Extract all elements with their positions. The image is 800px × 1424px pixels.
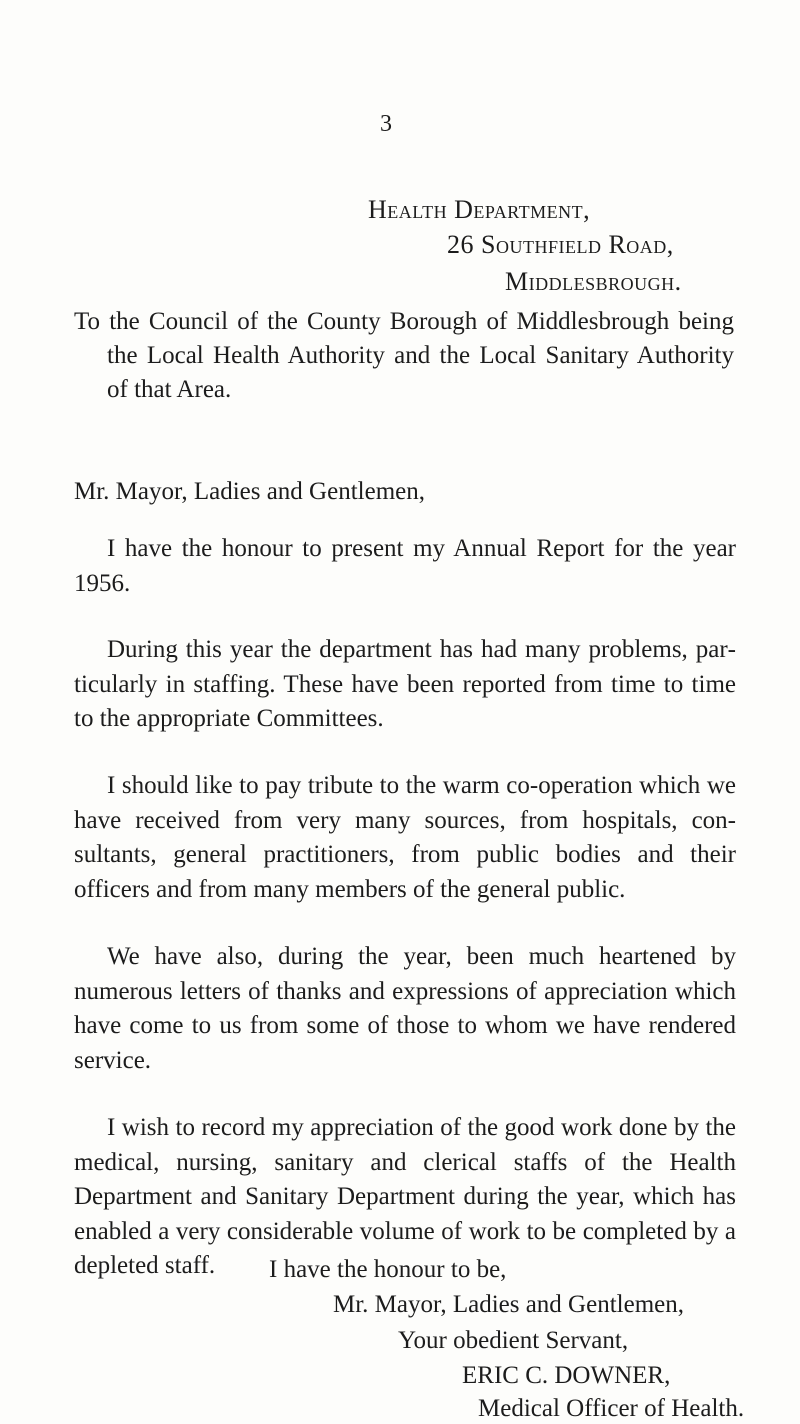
paragraph-4: We have also, during the year, been much heartened by numerous letters of thanks and expressions of appreciation which have come to us from some of those to whom we have rendered service. [74,943,736,1074]
paragraph-5: I wish to record my appreciation of the good work done by the medical, nursing, sanitary and clerical staffs of the Health Department and Sanitary Department during the year, which has enabled a very considerable volume of work to be completed by a depleted staff. [74,1114,736,1279]
closing-line-2: Mr. Mayor, Ladies and Gentlemen, [333,1291,684,1318]
closing-line-1: I have the honour to be, [269,1256,507,1283]
signature-title: Medical Officer of Health. [478,1395,745,1422]
address-line-town: Middlesbrough. [505,267,682,296]
address-line-street: 26 Southfield Road, [447,230,674,259]
signature-name: ERIC C. DOWNER, [462,1362,671,1389]
paragraph-1: I have the honour to present my Annual Report for the year 1956. [74,535,736,597]
paragraph-3: I should like to pay tribute to the warm co-operation which we have received from very many sources, from hospitals, consultants, general practitioners, from public bodies and their officers and from many members of the general public. [74,772,736,903]
addressee-text: To the Council of the County Borough of Middlesbrough being the Local Health Authority and the Local Sanitary Authority of that Area. [74,308,734,403]
address-line-department: Health Department, [368,195,591,224]
closing-line-3: Your obedient Servant, [398,1327,629,1354]
addressee-block [74,305,734,407]
salutation: Mr. Mayor, Ladies and Gentlemen, [74,478,425,505]
paragraph-2: During this year the department has had many problems, particularly in staffing. These have been reported from time to time to the appropriate Committees. [74,636,736,732]
page-number: 3 [380,111,392,137]
